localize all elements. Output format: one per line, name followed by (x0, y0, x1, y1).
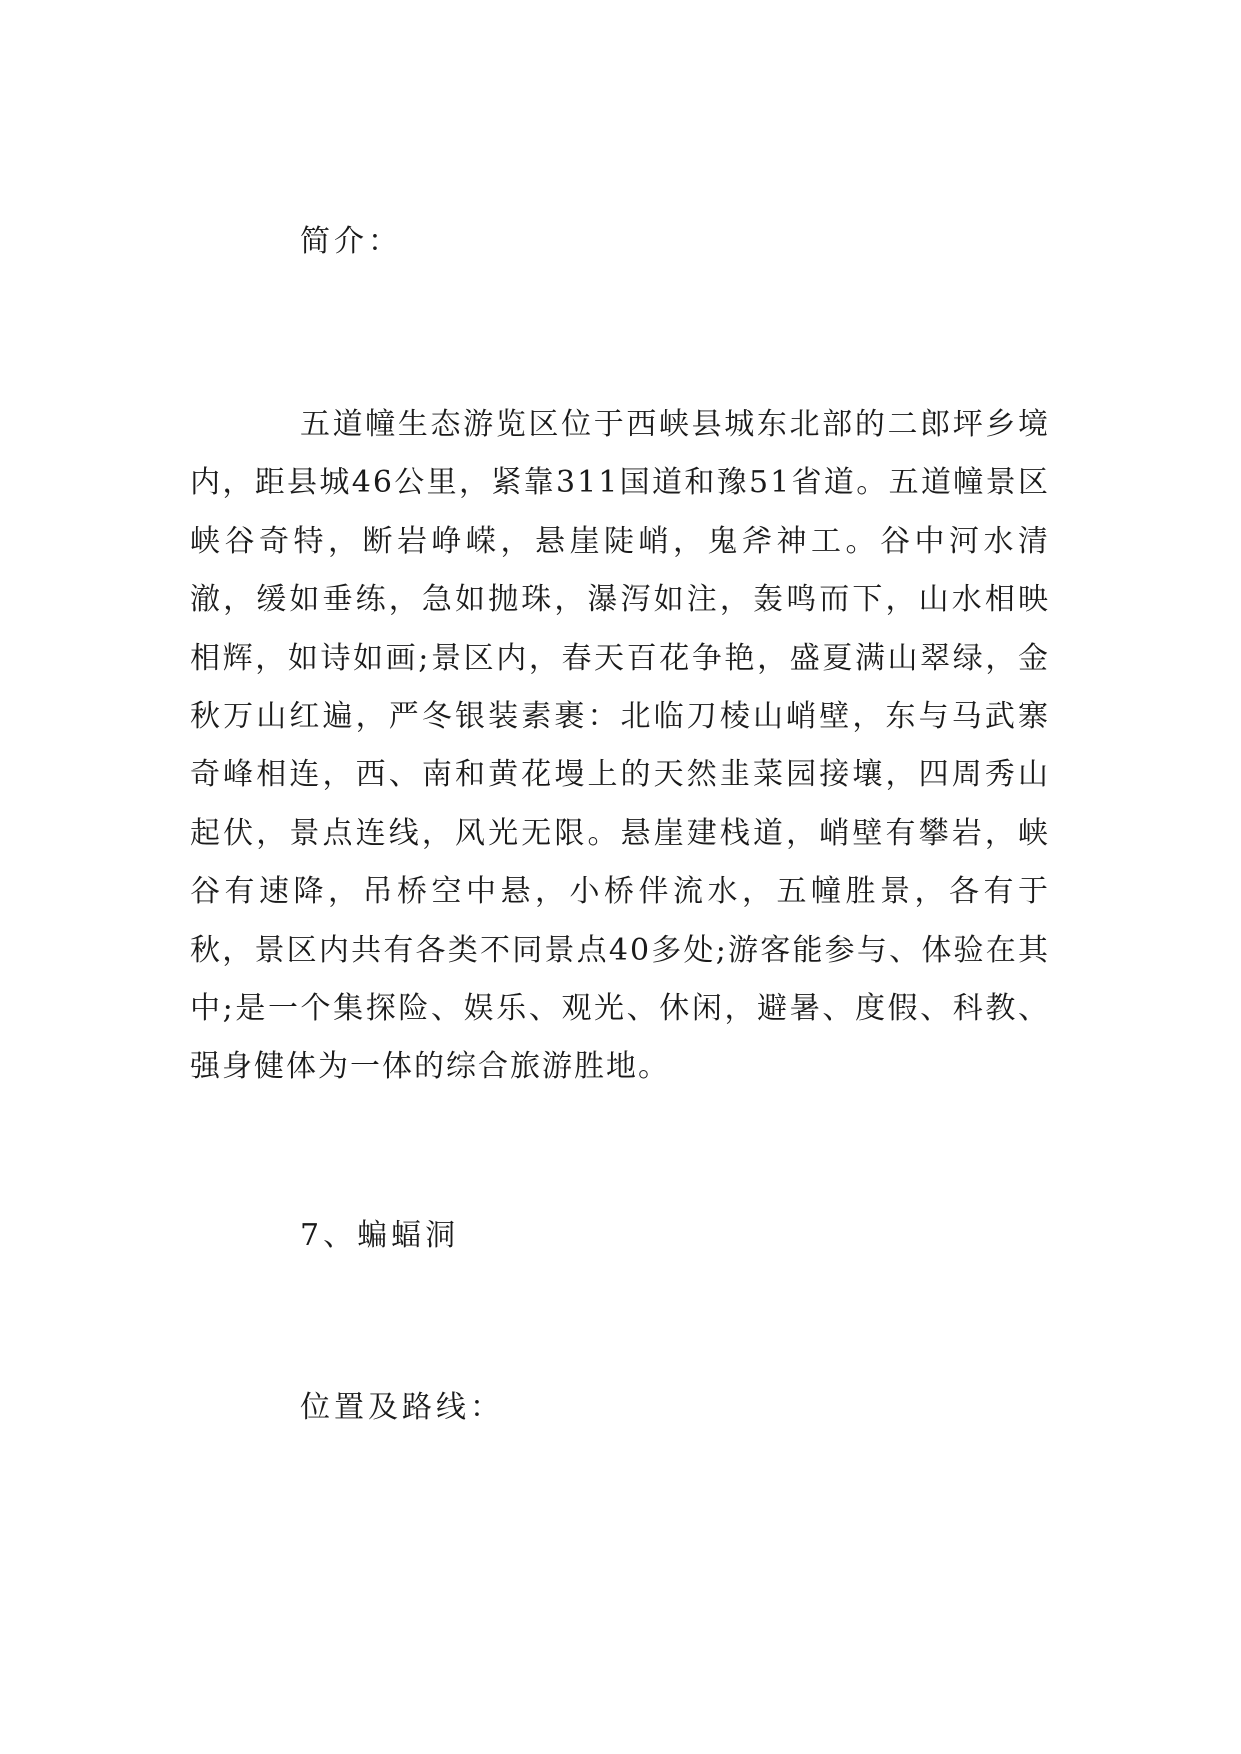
intro-heading: 简介： (300, 224, 402, 259)
bat-cave-heading: 7、蝙蝠洞 (300, 1218, 460, 1253)
location-heading: 位置及路线： (300, 1390, 504, 1425)
intro-paragraph: 五道幢生态游览区位于西峡县城东北部的二郎坪乡境内，距县城46公里，紧靠311国道和豫51省道。五道幢景区峡谷奇特，断岩峥嵘，悬崖陡峭，鬼斧神工。谷中河水清澈，缓如垂练，急如抛珠，瀑泻如注，轰鸣而下，山水相映相辉，如诗如画;景区内，春天百花争艳，盛夏满山翠绿，金秋万山红遍，严冬银装素裹：北临刀棱山峭壁，东与马武寨奇峰相连，西、南和黄花墁上的天然韭菜园接壤，四周秀山起伏，景点连线，风光无限。悬崖建栈道，峭壁有攀岩，峡谷有速降，吊桥空中悬，小桥伴流水，五幢胜景，各有于秋，景区内共有各类不同景点40多处;游客能参与、体验在其中;是一个集探险、娱乐、观光、休闲，避暑、度假、科教、强身健体为一体的综合旅游胜地。 (190, 407, 1050, 1085)
